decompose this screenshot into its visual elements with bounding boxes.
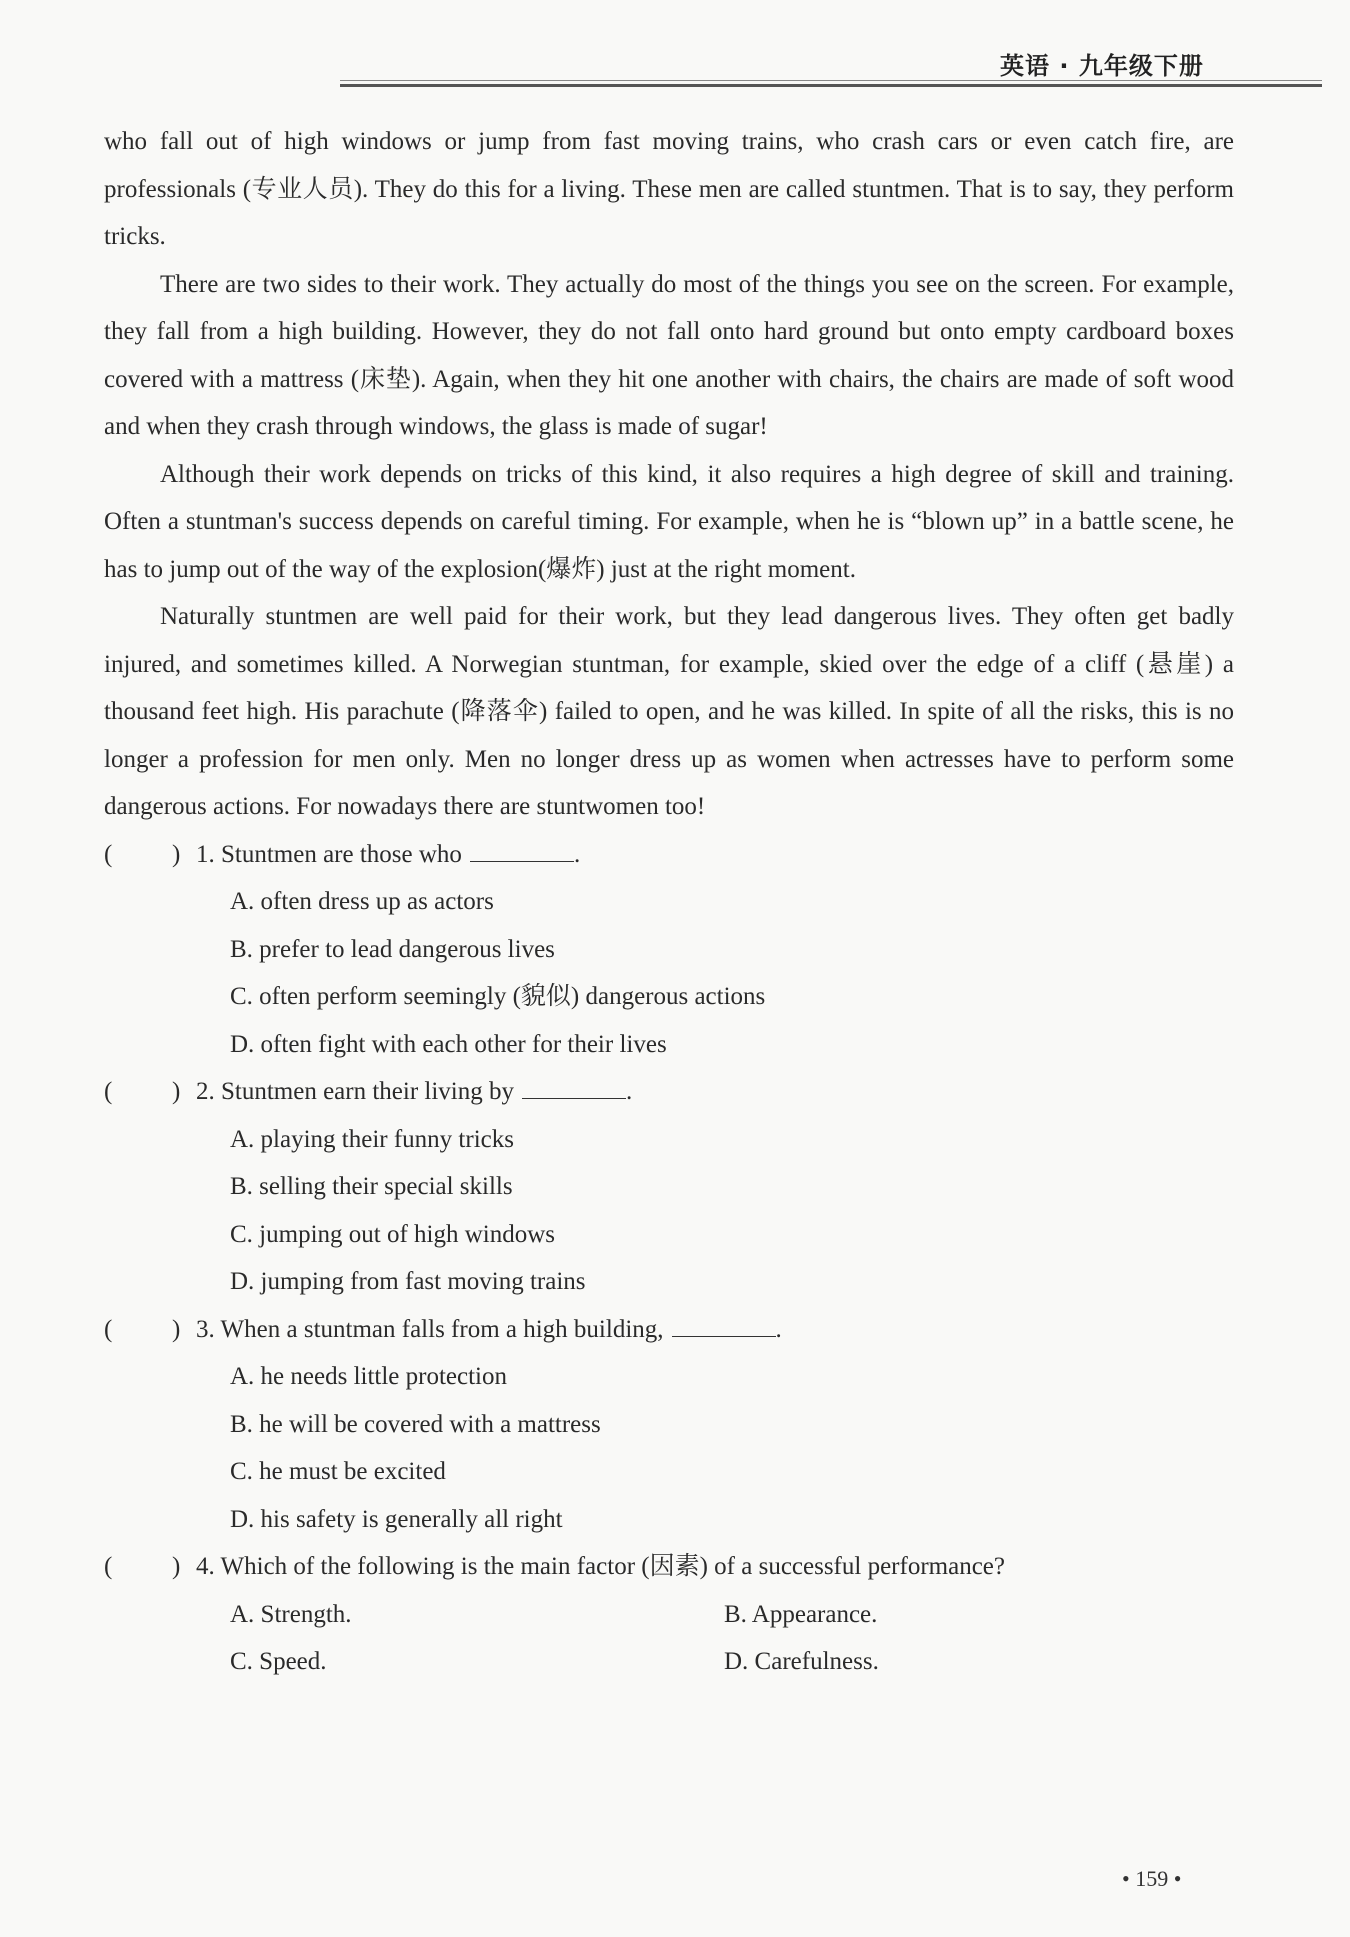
option-c[interactable]: C. Speed. bbox=[230, 1648, 327, 1675]
answer-bracket-right: ) bbox=[172, 840, 181, 868]
question-stem bbox=[104, 1306, 1234, 1354]
passage-paragraph-3: Although their work depends on tricks of this kind, it also requires a high degree of skill and training. Often a stuntman's success depends on careful timing. For example, when he is “blown up” in a battle scene, he has to jump out of the way of the explosion(爆炸) just at the right moment. bbox=[104, 460, 1234, 583]
option-d[interactable]: D. jumping from fast moving trains bbox=[230, 1268, 586, 1295]
question-end-punct: . bbox=[573, 840, 581, 868]
option-b[interactable]: B. prefer to lead dangerous lives bbox=[230, 935, 555, 963]
question-stem-text: 3. When a stuntman falls from a high building, bbox=[196, 1315, 664, 1343]
option-d[interactable]: D. Carefulness. bbox=[724, 1648, 879, 1675]
answer-bracket-right: ) bbox=[172, 1315, 181, 1343]
option-c[interactable]: C. jumping out of high windows bbox=[230, 1220, 556, 1248]
passage-paragraph-4: Naturally stuntmen are well paid for their work, but they lead dangerous lives. They often get badly injured, and sometimes killed. A Norwegian stuntman, for example, skied over the edge of a cliff (悬崖) a thousand feet high. His parachute (降落伞) failed to open, and he was killed. In spite of all the risks, this is no longer a profession for men only. Men no longer dress up as women when actresses have to perform some dangerous actions. For nowadays there are stuntwomen too! bbox=[104, 603, 1234, 820]
option-b[interactable]: B. Appearance. bbox=[724, 1600, 878, 1628]
answer-bracket-left: ( bbox=[104, 840, 113, 868]
question-4 bbox=[104, 1543, 1234, 1686]
option-a[interactable]: A. playing their funny tricks bbox=[230, 1125, 514, 1153]
header-title: 英语 · 九年级下册 bbox=[1000, 52, 1204, 80]
question-text: 4. Which of the following is the main factor (因素) of a successful performance? bbox=[196, 1553, 1005, 1580]
passage-paragraph-1: who fall out of high windows or jump from fast moving trains, who crash cars or even catch fire, are professionals (专业人员). They do this for a living. These men are called stuntmen. That is to say, they perform tricks. bbox=[104, 128, 1234, 250]
question-text bbox=[196, 1306, 782, 1354]
question-stem bbox=[104, 831, 1234, 879]
answer-blank[interactable] bbox=[672, 1312, 776, 1337]
answer-bracket-right: ) bbox=[172, 1553, 181, 1580]
answer-bracket-left: ( bbox=[104, 1078, 113, 1105]
page-content bbox=[104, 118, 1234, 1686]
question-text bbox=[196, 1068, 632, 1116]
passage-paragraph-2: There are two sides to their work. They actually do most of the things you see on the screen. For example, they fall from a high building. However, they do not fall onto hard ground but onto empty cardboard boxes covered with a mattress (床垫). Again, when they hit one another with chairs, the chairs are made of soft wood and when they crash through windows, the glass is made of sugar! bbox=[104, 270, 1234, 440]
question-end-punct: . bbox=[626, 1078, 633, 1105]
answer-bracket-right: ) bbox=[172, 1078, 181, 1105]
question-stem bbox=[104, 1068, 1234, 1116]
question-stem-text: 1. Stuntmen are those who bbox=[196, 840, 462, 868]
option-d[interactable]: D. his safety is generally all right bbox=[230, 1505, 563, 1533]
option-a[interactable]: A. he needs little protection bbox=[230, 1363, 508, 1390]
option-a[interactable]: A. Strength. bbox=[230, 1600, 352, 1628]
question-1 bbox=[104, 831, 1234, 1069]
answer-bracket-left: ( bbox=[104, 1553, 113, 1580]
question-end-punct: . bbox=[775, 1315, 782, 1343]
option-a[interactable]: A. often dress up as actors bbox=[230, 888, 494, 915]
question-text bbox=[196, 831, 580, 879]
page-number: • 159 • bbox=[1122, 1866, 1182, 1891]
option-row bbox=[104, 1591, 1234, 1639]
option-c[interactable]: C. he must be excited bbox=[230, 1458, 446, 1485]
question-3 bbox=[104, 1306, 1234, 1544]
option-c[interactable]: C. often perform seemingly (貌似) dangerous actions bbox=[230, 983, 766, 1010]
header-rule bbox=[340, 84, 1322, 87]
option-b[interactable]: B. selling their special skills bbox=[230, 1173, 513, 1200]
answer-bracket-left: ( bbox=[104, 1315, 113, 1343]
option-b[interactable]: B. he will be covered with a mattress bbox=[230, 1410, 601, 1438]
option-row bbox=[104, 1638, 1234, 1686]
option-d[interactable]: D. often fight with each other for their lives bbox=[230, 1030, 667, 1058]
question-stem-text: 2. Stuntmen earn their living by bbox=[196, 1078, 515, 1105]
header-rule-thin bbox=[340, 80, 1322, 81]
question-2 bbox=[104, 1068, 1234, 1306]
question-stem bbox=[104, 1543, 1234, 1591]
answer-blank[interactable] bbox=[470, 837, 574, 862]
answer-blank[interactable] bbox=[522, 1074, 626, 1099]
